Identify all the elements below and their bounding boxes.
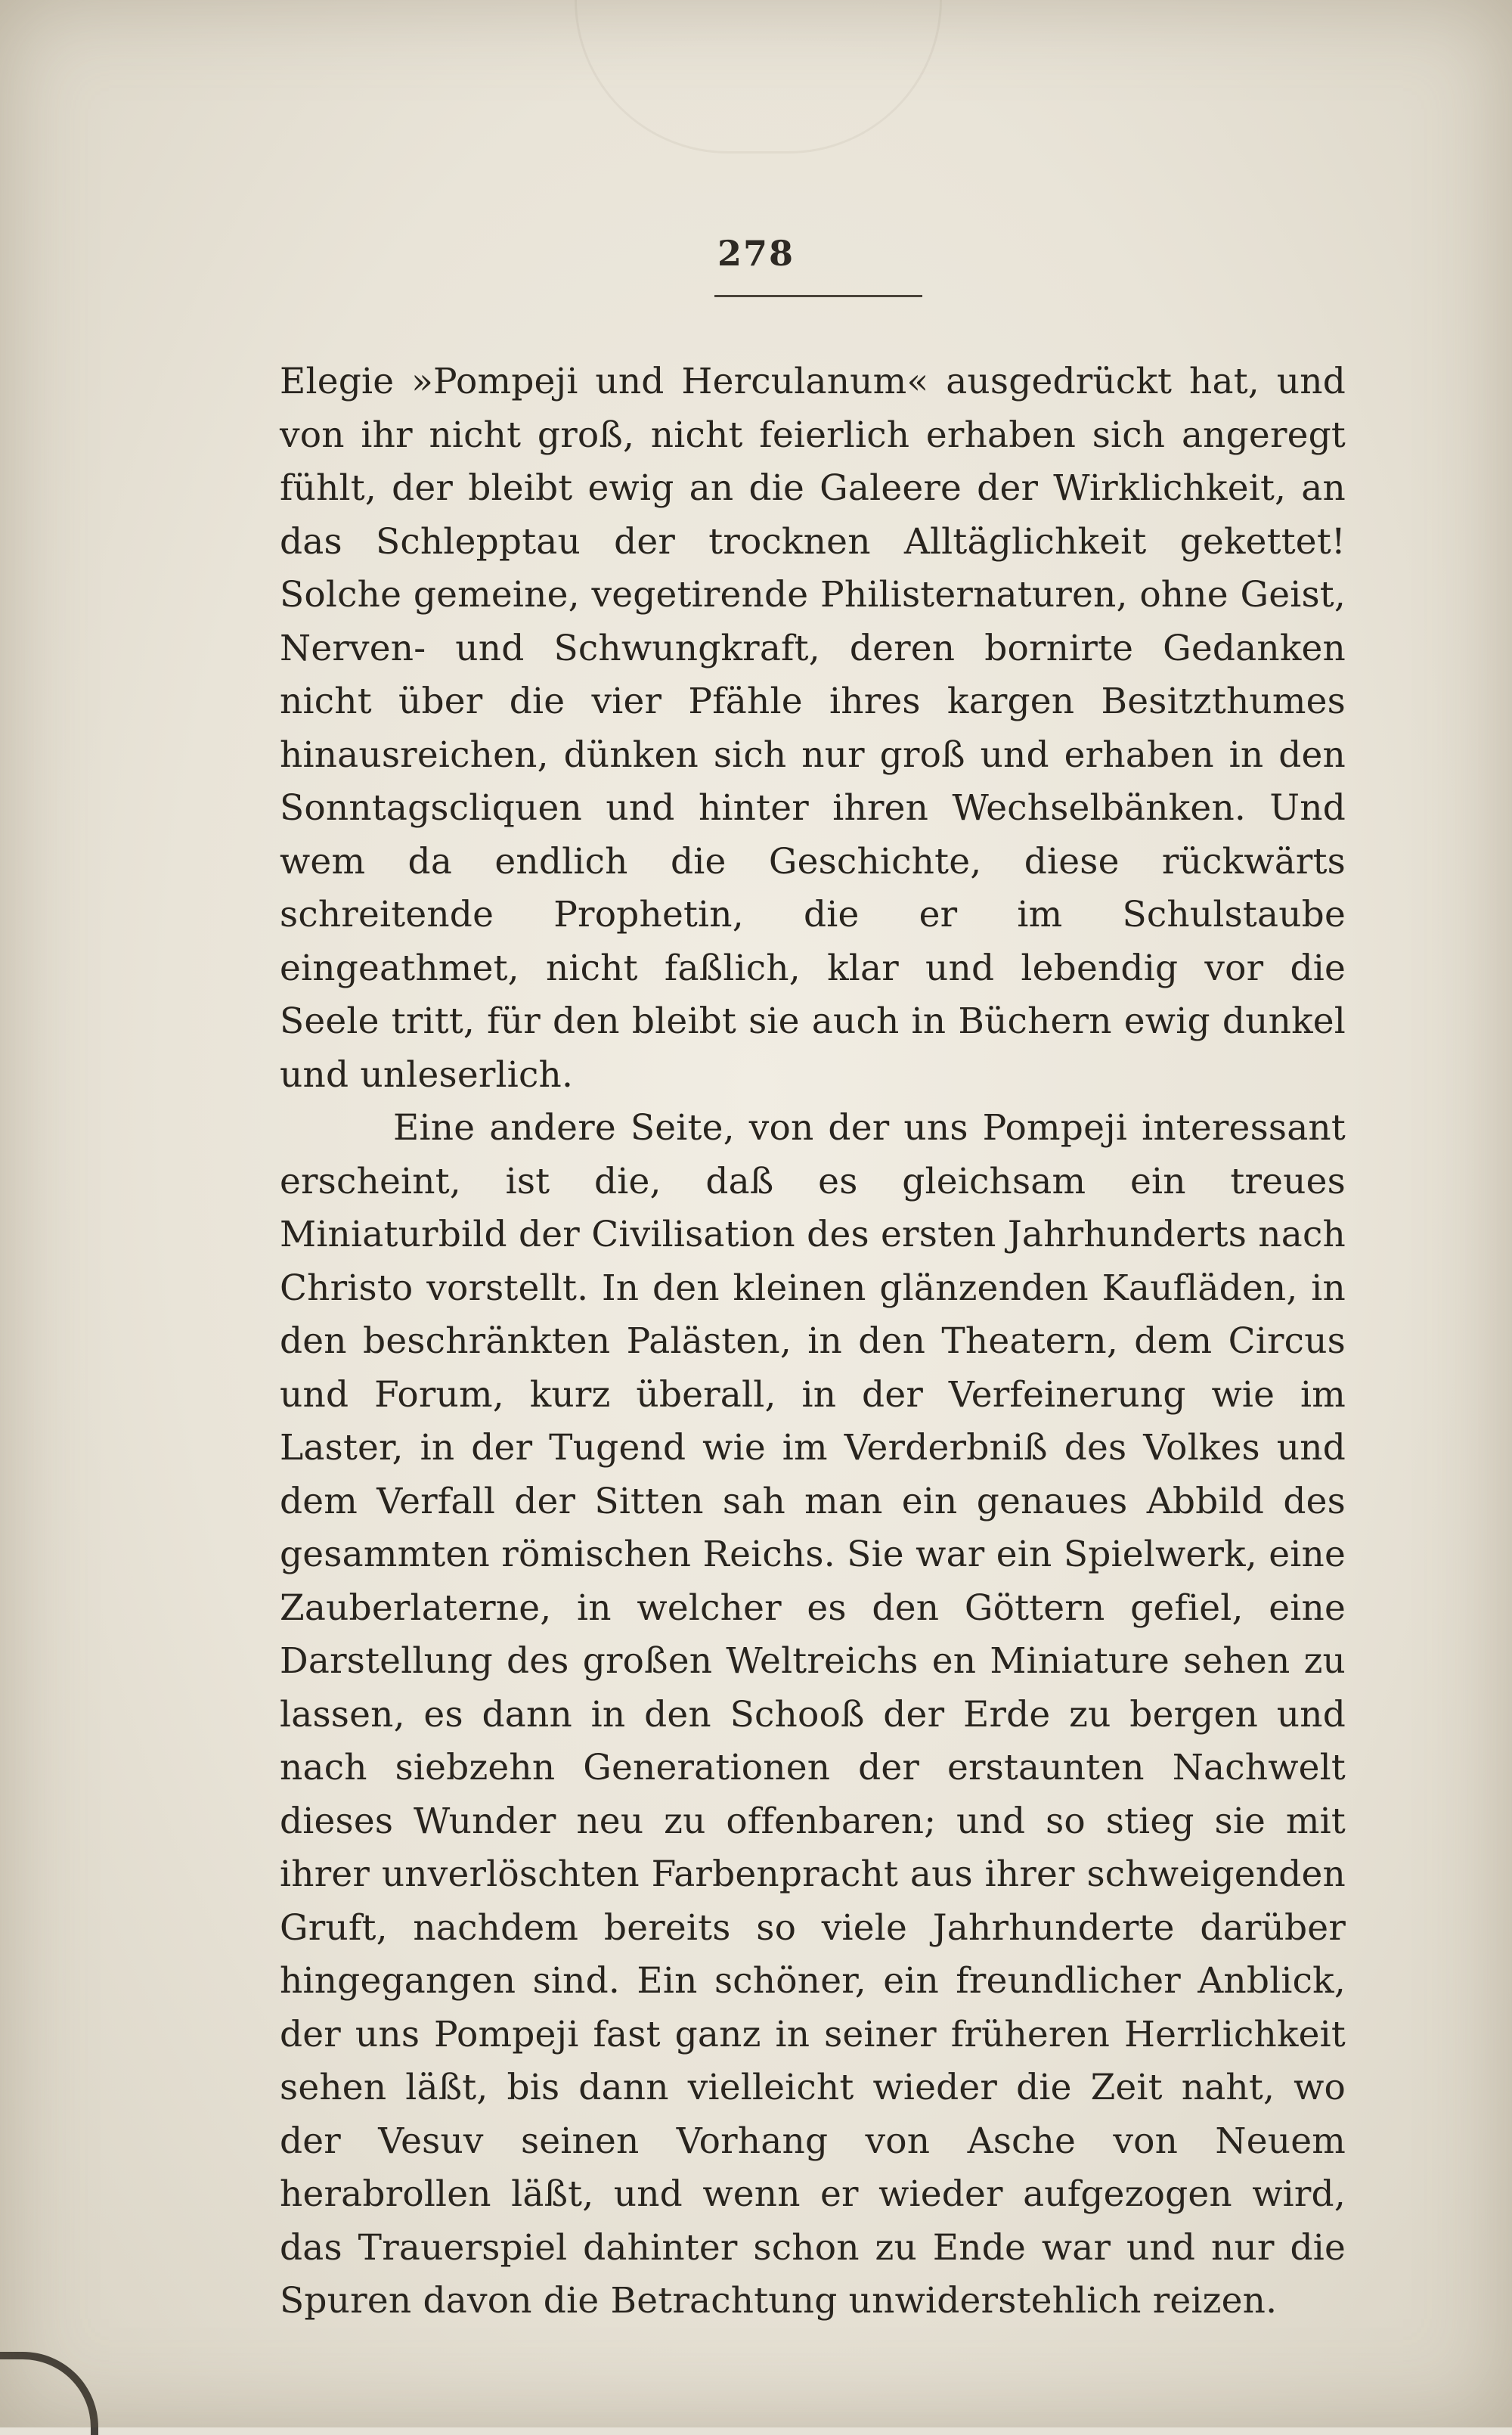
page-corner-shadow bbox=[0, 2352, 98, 2435]
body-text bbox=[280, 355, 1346, 2322]
paragraph-2: Eine andere Seite, von der uns Pompeji interessant erscheint, ist die, daß es gleichsam ein treues Miniaturbild der Civilisation des ersten Jahrhunderts nach Christo vorstellt. In den kleinen glänzenden Kaufläden, in den beschränkten Palästen, in den Theatern, dem Circus und Forum, kurz überall, in der Verfeinerung wie im Laster, in der Tugend wie im Verderbniß des Volkes und dem Verfall der Sitten sah man ein genaues Abbild des gesammten römischen Reichs. Sie war ein Spielwerk, eine Zauberlaterne, in welcher es den Göttern gefiel, eine Darstellung des großen Weltreichs en Miniature sehen zu lassen, es dann in den Schooß der Erde zu bergen und nach siebzehn Generationen der erstaunten Nachwelt dieses Wunder neu zu offenbaren; und so stieg sie mit ihrer unverlöschten Farbenpracht aus ihrer schweigenden Gruft, nachdem bereits so viele Jahrhunderte darüber hingegangen sind. Ein schöner, ein freundlicher Anblick, der uns Pompeji fast ganz in seiner früheren Herrlichkeit sehen läßt, bis dann vielleicht wieder die Zeit naht, wo der Vesuv seinen Vorhang von Asche von Neuem herabrollen läßt, und wenn er wieder aufgezogen wird, das Trauerspiel dahinter schon zu Ende war und nur die Spuren davon die Betrachtung unwiderstehlich reizen. bbox=[280, 1107, 1346, 2322]
paragraph-1: Elegie »Pompeji und Herculanum« ausgedrückt hat, und von ihr nicht groß, nicht feierlich erhaben sich angeregt fühlt, der bleibt ewig an die Galeere der Wirklichkeit, an das Schlepptau der trocknen Alltäglichkeit gekettet! Solche gemeine, vegetirende Philisternaturen, ohne Geist, Nerven- und Schwungkraft, deren bornirte Gedanken nicht über die vier Pfähle ihres kargen Besitzthumes hinausreichen, dünken sich nur groß und erhaben in den Sonntagscliquen und hinter ihren Wechselbänken. Und wem da endlich die Geschichte, diese rückwärts schreitende Prophetin, die er im Schulstaube eingeathmet, nicht faßlich, klar und lebendig vor die Seele tritt, für den bleibt sie auch in Büchern ewig dunkel und unleserlich. bbox=[280, 361, 1346, 1096]
page-number: 278 bbox=[717, 233, 795, 274]
header-rule bbox=[714, 295, 922, 297]
